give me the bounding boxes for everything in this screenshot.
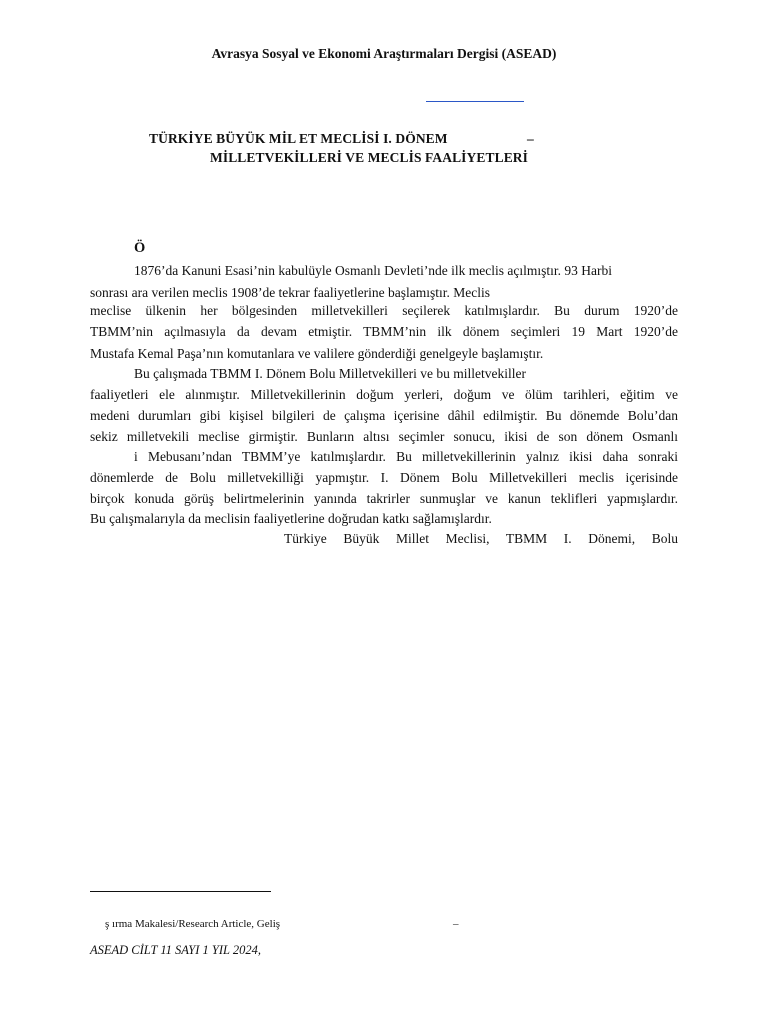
article-title-line-1: TÜRKİYE BÜYÜK MİL ET MECLİSİ I. DÖNEM: [149, 131, 448, 146]
article-title-line-2: MİLLETVEKİLLERİ VE MECLİS FAALİYETLERİ: [210, 150, 529, 165]
abstract-line: meclise ülkenin her bölgesinden milletvekilleri seçilerek katılmışlardır. Bu durum 1920’de: [90, 303, 678, 318]
hyperlink-underline[interactable]: [426, 101, 524, 102]
abstract-line: Bu çalışmalarıyla da meclisin faaliyetlerine doğrudan katkı sağlamışlardır.: [90, 511, 492, 526]
article-title-dash: –: [527, 131, 534, 146]
abstract-heading: Ö: [134, 240, 146, 256]
abstract-line: birçok konuda görüş belirtmelerinin yanında takrirler sunmuşlar ve kanun teklifleri yapmışlardır.: [90, 491, 678, 506]
journal-header: Avrasya Sosyal ve Ekonomi Araştırmaları Dergisi (ASEAD): [211, 46, 557, 61]
issue-footer: ASEAD CİLT 11 SAYI 1 YIL 2024,: [90, 943, 261, 957]
abstract-line: Mustafa Kemal Paşa’nın komutanlara ve valilere gönderdiği genelgeyle başlamıştır.: [90, 346, 544, 361]
abstract-line: faaliyetleri ele alınmıştır. Milletvekillerinin doğum yerleri, doğum ve ölüm tarihleri, eğitim ve: [90, 387, 678, 402]
abstract-line: sekiz milletvekili meclise girmiştir. Bunların altısı seçimler sonucu, ikisi de son dönem Osmanlı: [90, 429, 678, 444]
abstract-line: dönemlerde de Bolu milletvekilliği yapmıştır. I. Dönem Bolu Milletvekilleri meclis içerisinde: [90, 470, 678, 485]
footnote-separator: [90, 891, 271, 892]
abstract-line: i Mebusanı’ndan TBMM’ye katılmışlardır. Bu milletvekillerinin yalnız ikisi daha sonraki: [134, 449, 678, 464]
footnote-text: ş ırma Makalesi/Research Article, Geliş: [105, 918, 281, 930]
abstract-line: TBMM’nin açılmasıyla da devam etmiştir. TBMM’nin ilk dönem seçimleri 19 Mart 1920’de: [90, 324, 678, 339]
keywords-line: Türkiye Büyük Millet Meclisi, TBMM I. Dönemi, Bolu: [284, 531, 678, 546]
abstract-line: sonrası ara verilen meclis 1908’de tekrar faaliyetlerine başlamıştır. Meclis: [90, 285, 490, 300]
abstract-line: medeni durumları gibi kişisel bilgileri de çalışma içerisine dâhil edilmiştir. Bu dönemde Bolu’dan: [90, 408, 678, 423]
abstract-line: 1876’da Kanuni Esasi’nin kabulüyle Osmanlı Devleti’nde ilk meclis açılmıştır. 93 Harbi: [134, 263, 613, 278]
abstract-line: Bu çalışmada TBMM I. Dönem Bolu Milletvekilleri ve bu milletvekiller: [134, 366, 526, 381]
footnote-dash: –: [453, 918, 459, 930]
